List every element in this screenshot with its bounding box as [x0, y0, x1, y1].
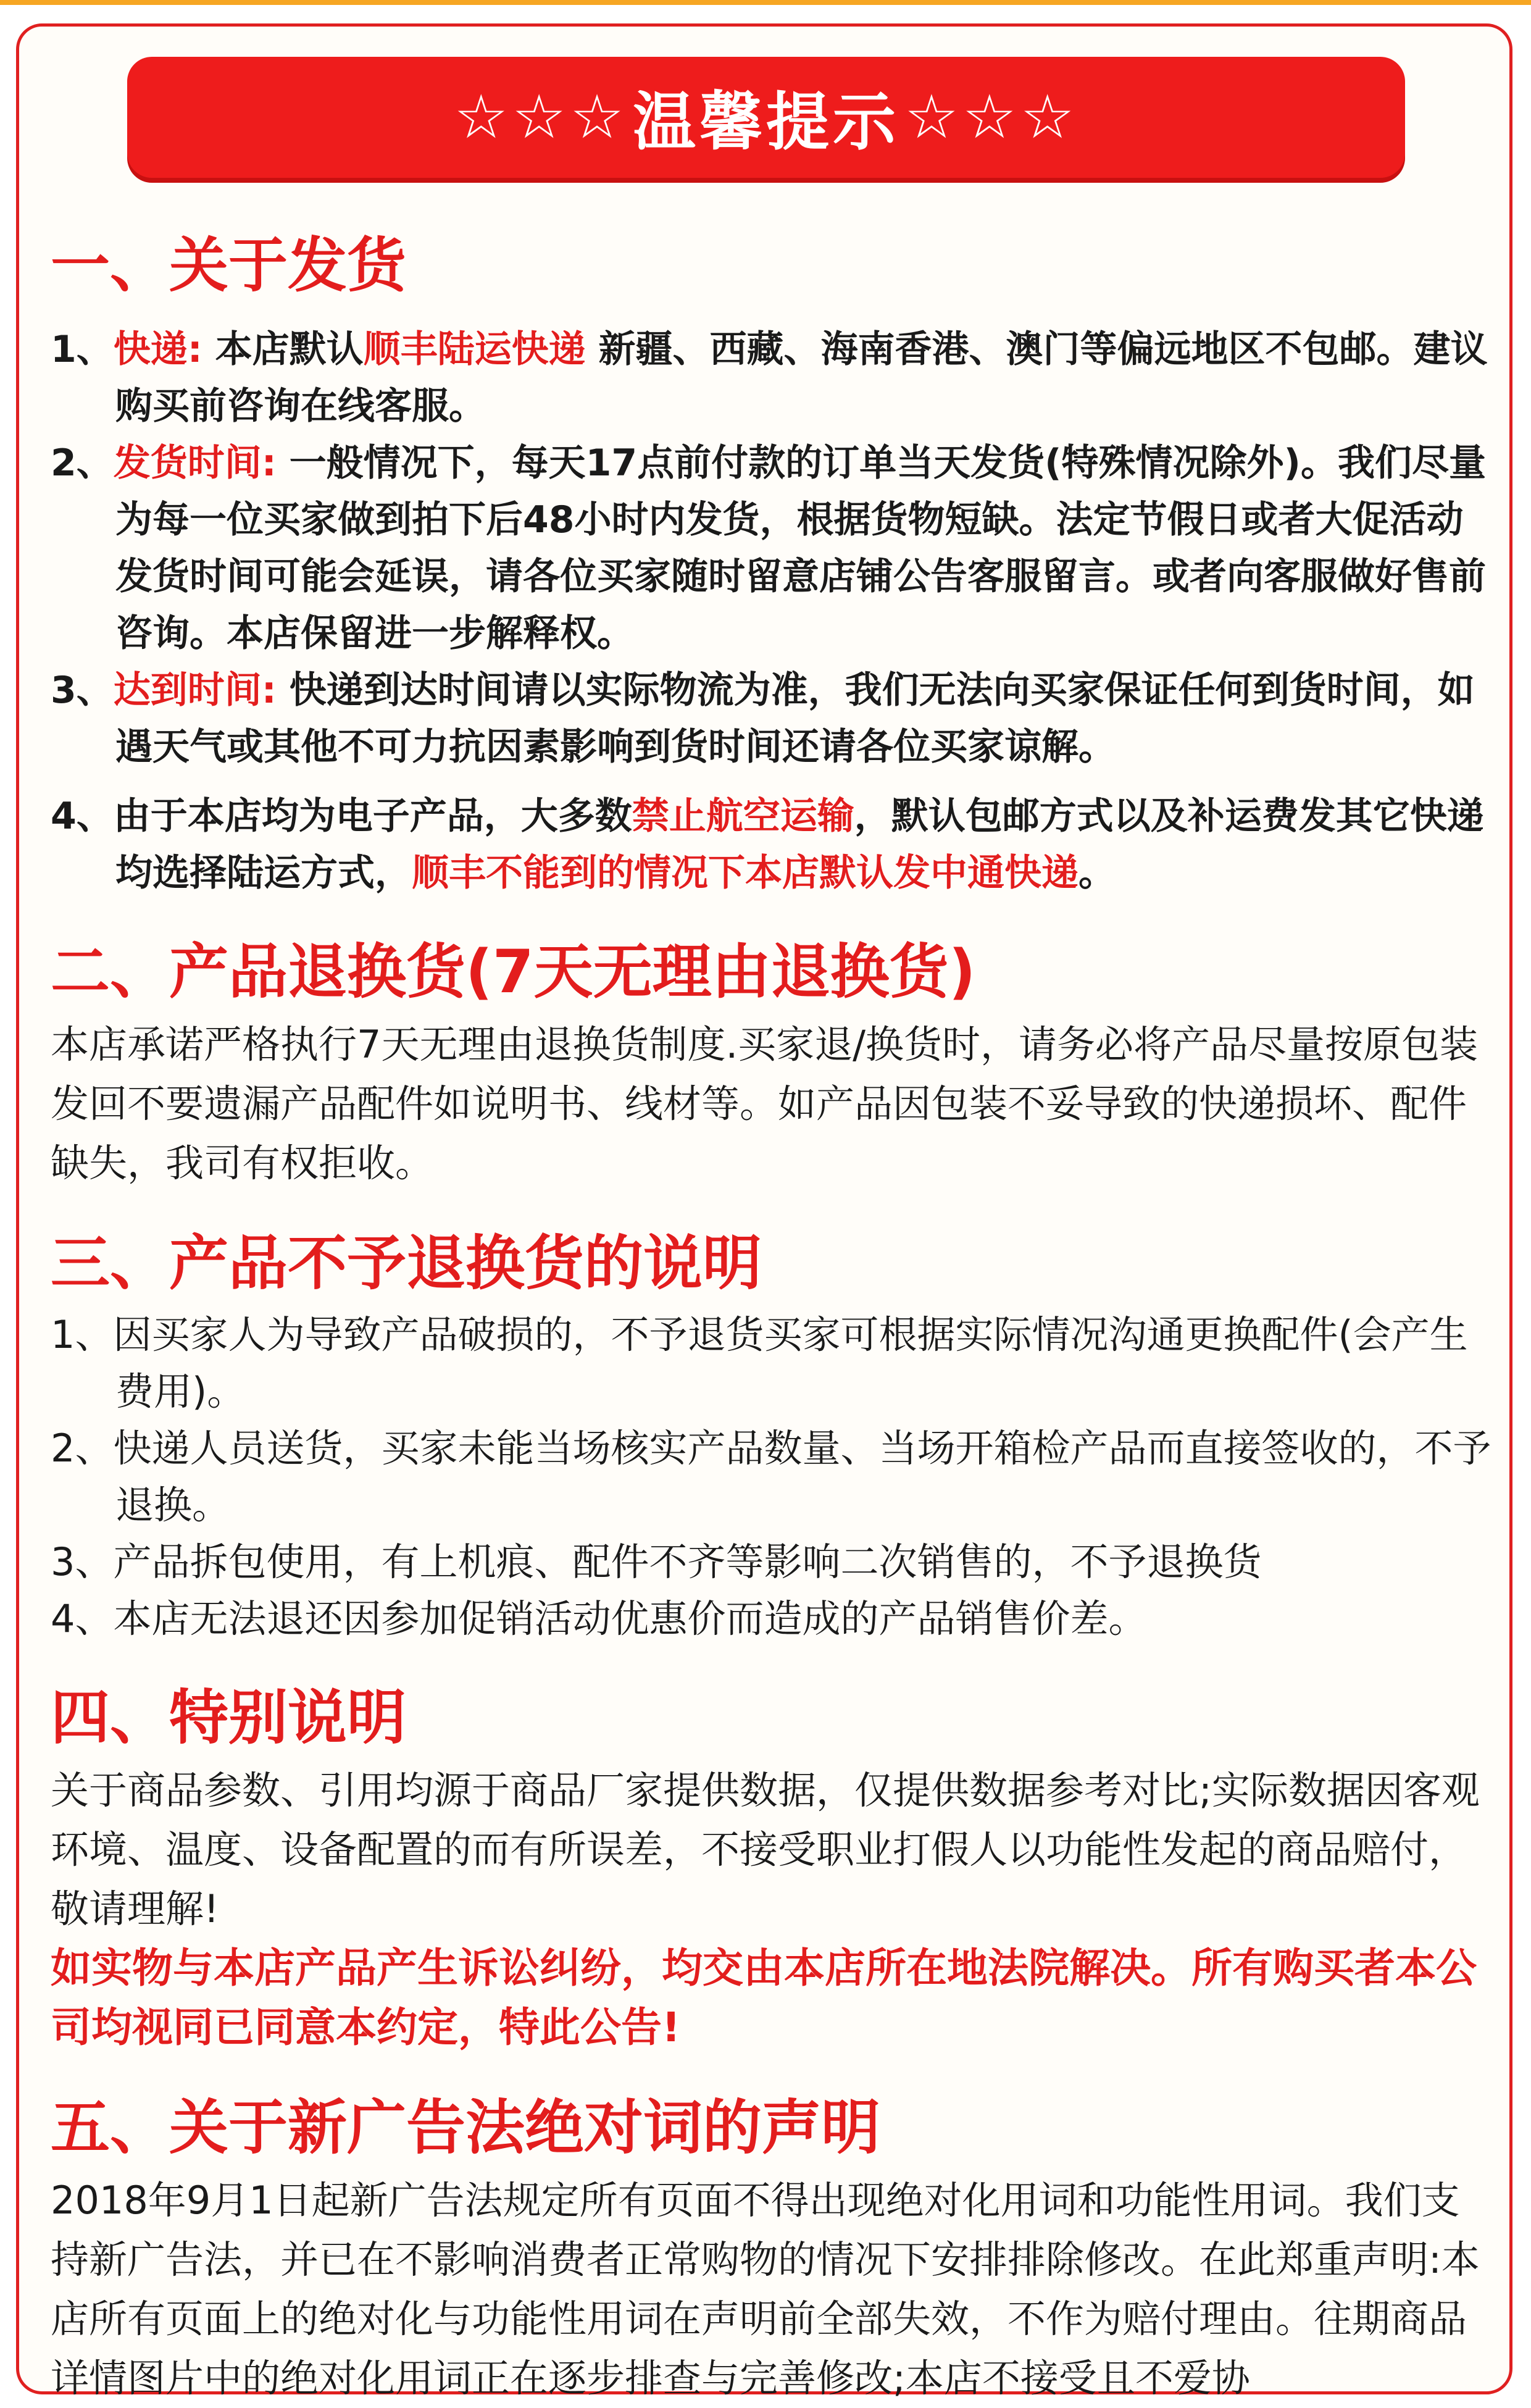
no-return-item [51, 1306, 1495, 1420]
item-text: 产品拆包使用，有上机痕、配件不齐等影响二次销售的，不予退换货 [113, 1539, 1262, 1584]
item-highlight: 禁止航空运输 [632, 795, 854, 838]
special-paragraph: 关于商品参数、引用均源于商品厂家提供数据，仅提供数据参考对比;实际数据因客观环境、温度、设备配置的而有所误差，不接受职业打假人以功能性发起的商品赔付，敬请理解! [51, 1768, 1480, 1931]
item-label: 发货时间: [113, 441, 277, 485]
notice-content [51, 222, 1495, 2408]
item-text: 因买家人为导致产品破损的，不予退货买家可根据实际情况沟通更换配件(会产生费用)。 [113, 1312, 1468, 1414]
section-title-shipping: 一、关于发货 [51, 231, 406, 300]
item-label: 快递: [113, 328, 202, 371]
item-number: 4、 [51, 1596, 114, 1641]
item-highlight: 顺丰不能到的情况下本店默认发中通快递 [412, 851, 1078, 895]
item-text: 一般情况下，每天17点前付款的订单当天发货(特殊情况除外)。我们尽量为每一位买家做到拍下后48小时内发货，根据货物短缺。法定节假日或者大促活动发货时间可能会延误，请各位买家随时留意店铺公告客服留言。或者向客服做好售前咨询。本店保留进一步解释权。 [115, 441, 1486, 655]
item-number: 3、 [51, 1539, 114, 1584]
no-return-item [51, 1591, 1495, 1647]
ad-law-paragraph: 2018年9月1日起新广告法规定所有页面不得出现绝对化用词和功能性用词。我们支持新广告法，并已在不影响消费者正常购物的情况下安排排除修改。在此郑重声明:本店所有页面上的绝对化与功能性用词在声明前全部失效，不作为赔付理由。往期商品详情图片中的绝对化用词正在逐步排查与完善修改;本店不接受且不爱协 [51, 2178, 1480, 2401]
legal-notice: 如实物与本店产品产生诉讼纠纷，均交由本店所在地法院解决。所有购买者本公司均视同已同意本约定，特此公告! [51, 1944, 1477, 2051]
item-text: ，默认包邮方式以及补运费发其它快递均选择陆运方式， [115, 795, 1484, 895]
item-text: 快递到达时间请以实际物流为准，我们无法向买家保证任何到货时间，如遇天气或其他不可力抗因素影响到货时间还请各位买家谅解。 [115, 669, 1475, 769]
banner-title: 温馨提示 [633, 86, 899, 159]
item-number: 3、 [51, 669, 114, 712]
item-label: 达到时间: [113, 669, 277, 712]
item-number: 1、 [51, 328, 114, 371]
returns-paragraph: 本店承诺严格执行7天无理由退换货制度.买家退/换货时，请务必将产品尽量按原包装发回不要遗漏产品配件如说明书、线材等。如产品因包装不妥导致的快递损坏、配件缺失，我司有权拒收。 [51, 1022, 1479, 1185]
shipping-item-express [51, 321, 1495, 435]
star-icons-right: ☆☆☆ [904, 82, 1078, 153]
item-number: 2、 [51, 1426, 114, 1471]
section-title-special: 四、特别说明 [51, 1683, 406, 1752]
section-title-ad-law: 五、关于新广告法绝对词的声明 [51, 2093, 880, 2162]
item-text: 由于本店均为电子产品，大多数 [113, 795, 632, 838]
section-title-no-return: 三、产品不予退换货的说明 [51, 1229, 762, 1298]
notice-banner [127, 57, 1405, 178]
star-icons-left: ☆☆☆ [454, 82, 628, 153]
item-highlight: 顺丰陆运快递 [363, 328, 586, 371]
item-number: 1、 [51, 1312, 114, 1357]
section-title-returns: 二、产品退换货(7天无理由退换货) [51, 937, 976, 1006]
shipping-item-arrival [51, 662, 1495, 775]
item-text: 快递人员送货，买家未能当场核实产品数量、当场开箱检产品而直接签收的，不予退换。 [113, 1426, 1491, 1528]
item-text: 新疆、西藏、海南香港、澳门等偏远地区不包邮。建议购买前咨询在线客服。 [115, 328, 1488, 428]
item-text: 本店默认 [202, 328, 364, 371]
shipping-item-time [51, 435, 1495, 662]
item-text: 。 [1078, 851, 1116, 895]
item-text: 本店无法退还因参加促销活动优惠价而造成的产品销售价差。 [113, 1596, 1147, 1641]
item-number: 4、 [51, 795, 114, 838]
item-number: 2、 [51, 441, 114, 485]
shipping-item-transport [51, 788, 1495, 901]
no-return-item [51, 1534, 1495, 1591]
no-return-item [51, 1420, 1495, 1534]
top-decor-strip [0, 0, 1531, 5]
